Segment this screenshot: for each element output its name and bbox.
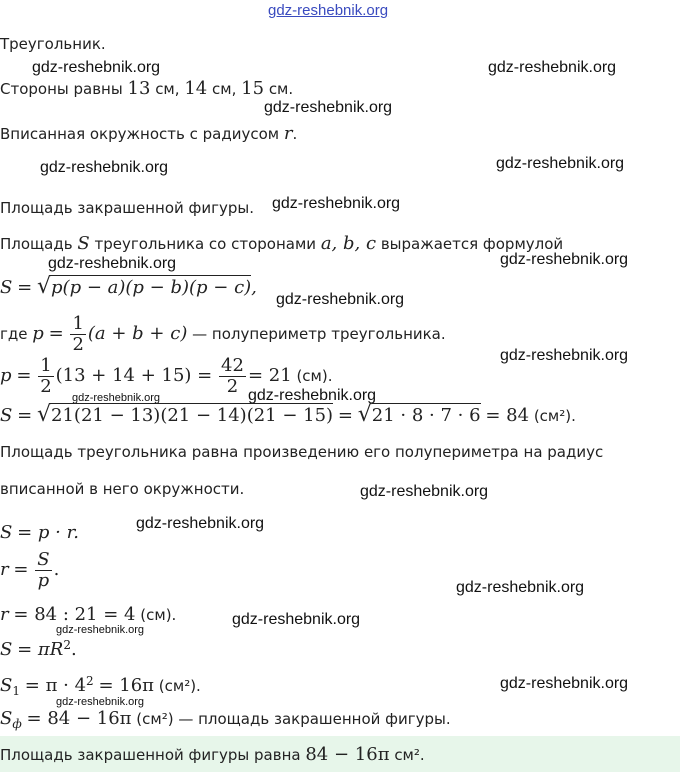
- watermark: gdz-reshebnik.org: [272, 195, 401, 212]
- formula-s-pr: S = p · r.: [0, 522, 79, 543]
- line-incircle: Вписанная окружность с радиусом r.: [0, 123, 298, 144]
- line-triangle: Треугольник.: [0, 35, 106, 53]
- watermark: gdz-reshebnik.org: [268, 2, 389, 19]
- formula-r-value: r = 84 : 21 = 4 (см).: [0, 604, 177, 625]
- formula-p-value: p = $\frac{1}{2}$ (13 + 14 + 15) = $\frac{42}{2}$ = 21 (см).: [0, 355, 333, 397]
- line-heron-intro: Площадь S треугольника со сторонами a, b, c выражается формулой: [0, 233, 564, 254]
- line-theorem-2: вписанной в него окружности.: [0, 480, 245, 498]
- watermark: gdz-reshebnik.org: [48, 255, 177, 272]
- watermark: gdz-reshebnik.org: [40, 159, 169, 176]
- formula-semiperimeter: где p = $\frac{1}{2}$ (a + b + c) — полупериметр треугольника.: [0, 313, 446, 355]
- watermark: gdz-reshebnik.org: [276, 291, 405, 308]
- watermark: gdz-reshebnik.org: [456, 579, 585, 596]
- formula-area: S = √21(21 − 13)(21 − 14)(21 − 15) = √21 · 8 · 7 · 6 = 84 (см²).: [0, 402, 576, 427]
- line-sides: Стороны равны 13 см, 14 см, 15 см.: [0, 78, 294, 99]
- watermark: gdz-reshebnik.org: [32, 59, 161, 76]
- formula-heron: S = √p(p − a)(p − b)(p − c),: [0, 274, 257, 299]
- watermark: gdz-reshebnik.org: [500, 347, 629, 364]
- line-theorem-1: Площадь треугольника равна произведению его полупериметра на радиус: [0, 443, 604, 461]
- formula-shaded-area: $S_ф = 84 - 16\pi$ (см²) — площадь закрашенной фигуры.: [0, 708, 451, 731]
- formula-r-ratio: r = $\frac{S}{p}$ .: [0, 549, 60, 591]
- watermark: gdz-reshebnik.org: [248, 387, 377, 404]
- watermark: gdz-reshebnik.org: [72, 392, 161, 404]
- watermark: gdz-reshebnik.org: [56, 696, 145, 708]
- watermark: gdz-reshebnik.org: [136, 515, 265, 532]
- formula-circle-value: $S_1 = \pi \cdot 4^2 = 16\pi$ (см²).: [0, 674, 201, 698]
- line-find: Площадь закрашенной фигуры.: [0, 199, 255, 217]
- watermark: gdz-reshebnik.org: [56, 624, 145, 636]
- watermark: gdz-reshebnik.org: [488, 59, 617, 76]
- watermark: gdz-reshebnik.org: [232, 611, 361, 628]
- watermark: gdz-reshebnik.org: [500, 251, 629, 268]
- answer-line: Площадь закрашенной фигуры равна 84 − 16π см².: [0, 744, 425, 765]
- formula-circle-area: $S = \pi R^2$.: [0, 638, 77, 660]
- watermark: gdz-reshebnik.org: [496, 155, 625, 172]
- watermark: gdz-reshebnik.org: [360, 483, 489, 500]
- watermark: gdz-reshebnik.org: [264, 99, 393, 116]
- watermark: gdz-reshebnik.org: [500, 675, 629, 692]
